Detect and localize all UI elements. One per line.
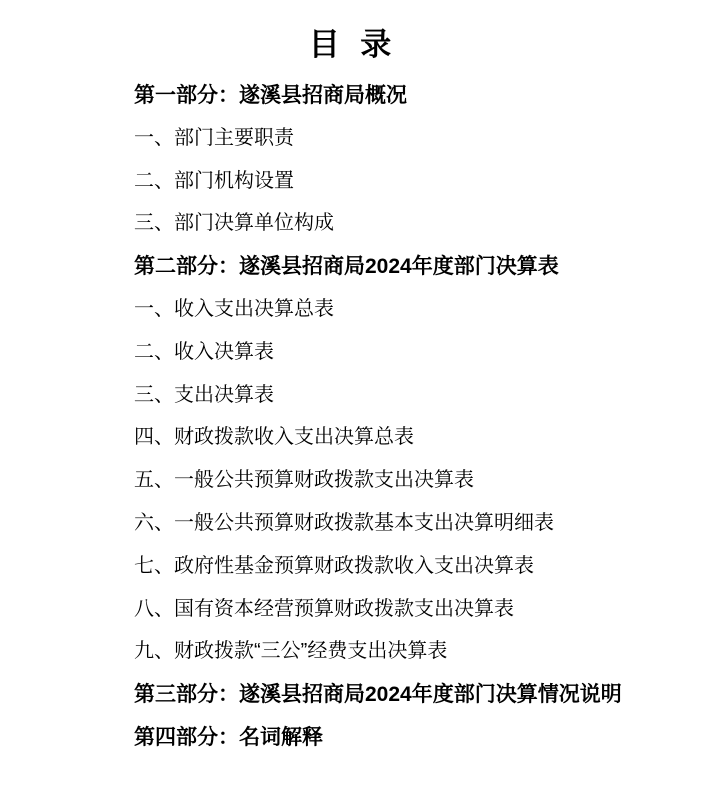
toc-item: 五、一般公共预算财政拨款支出决算表 — [134, 469, 474, 492]
toc-section-heading: 第三部分：遂溪县招商局2024年度部门决算情况说明 — [134, 683, 622, 707]
toc-item: 四、财政拨款收入支出决算总表 — [134, 426, 414, 449]
toc-section-heading: 第一部分：遂溪县招商局概况 — [134, 84, 407, 107]
table-of-contents — [134, 84, 671, 769]
toc-item: 二、部门机构设置 — [134, 169, 294, 192]
toc-item: 七、政府性基金预算财政拨款收入支出决算表 — [134, 554, 534, 577]
toc-section-heading: 第四部分：名词解释 — [134, 725, 323, 749]
toc-item: 一、部门主要职责 — [134, 126, 294, 149]
toc-item: 六、一般公共预算财政拨款基本支出决算明细表 — [134, 511, 554, 534]
toc-item: 三、支出决算表 — [134, 383, 274, 406]
toc-item: 八、国有资本经营预算财政拨款支出决算表 — [134, 597, 514, 620]
toc-item: 二、收入决算表 — [134, 340, 274, 363]
toc-item: 三、部门决算单位构成 — [134, 212, 334, 235]
toc-item: 一、收入支出决算总表 — [134, 297, 334, 320]
toc-section-heading: 第二部分：遂溪县招商局2024年度部门决算表 — [134, 255, 559, 279]
toc-item: 九、财政拨款“三公”经费支出决算表 — [134, 640, 448, 663]
page-title: 目 录 — [308, 27, 393, 62]
